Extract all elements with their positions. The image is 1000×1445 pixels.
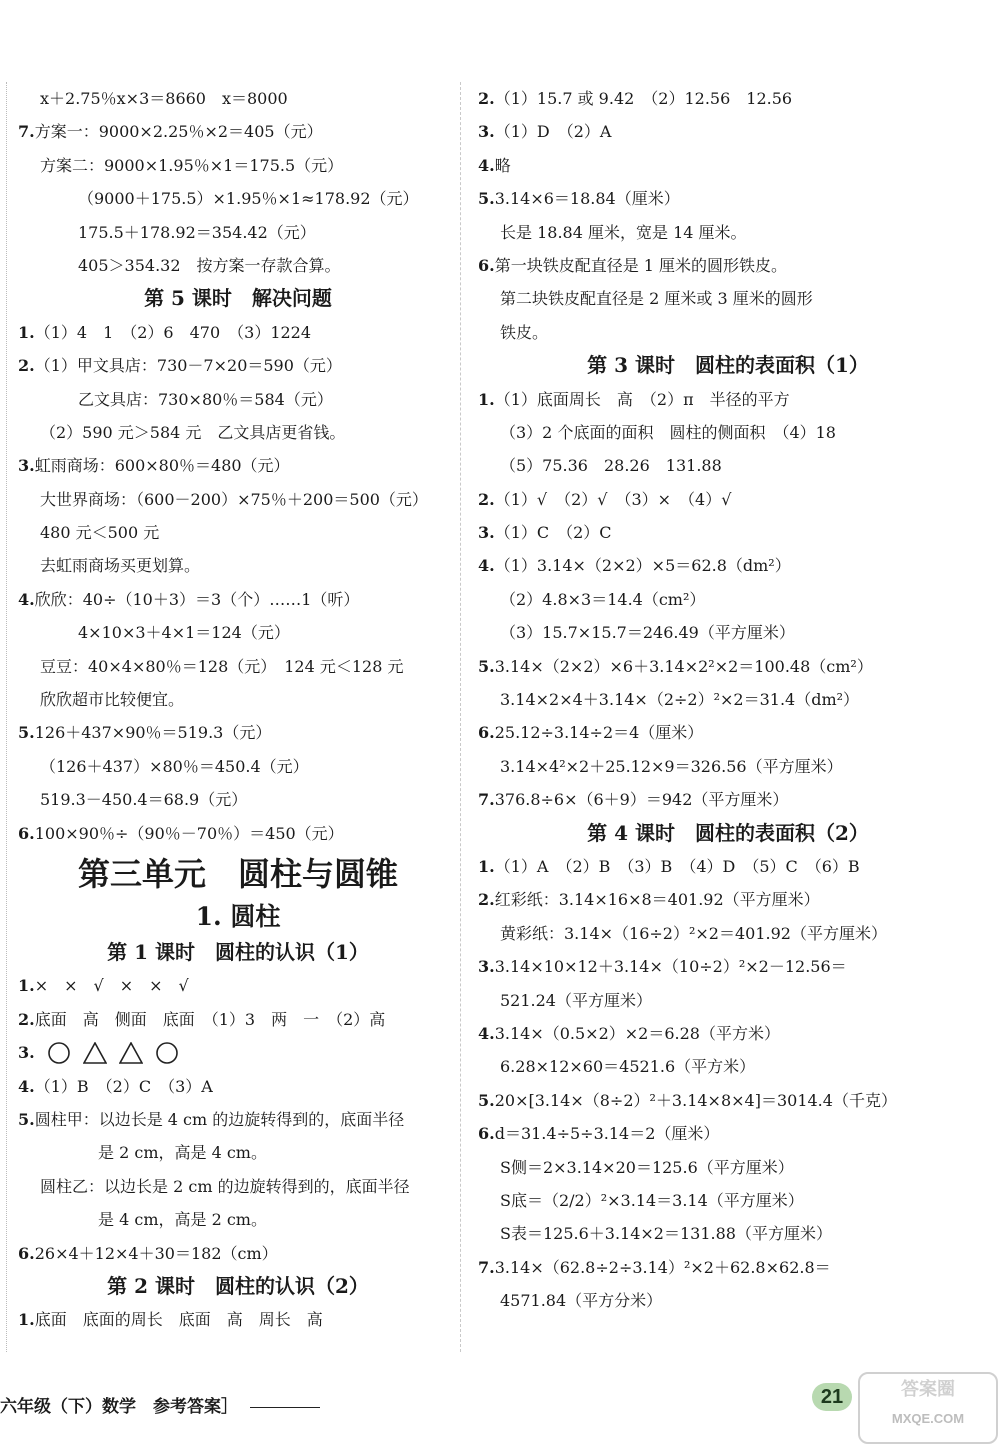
answer-continuation (478, 583, 978, 616)
watermark-title: 答案圈 (901, 1379, 955, 1399)
answer-line (478, 716, 978, 749)
left-column (18, 82, 458, 1337)
question-number: 5. (478, 656, 495, 676)
answer-line (478, 383, 978, 416)
answer-text: （1）4 1 （2）6 470 （3）1224 (34, 322, 312, 342)
answer-text: 虹雨商场：600×80％＝480（元） (34, 456, 290, 476)
answer-line (478, 783, 978, 816)
circle-icon (155, 1042, 179, 1064)
page-number: 21 (812, 1383, 852, 1411)
answer-text: × × √ × × √ (34, 976, 189, 996)
answer-text: 大世界商场：（600－200）×75％＋200＝500（元） (40, 489, 428, 509)
answer-text: （1）A （2）B （3）B （4）D （5）C （6）B (494, 856, 860, 876)
answer-text: 4×10×3＋4×1＝124（元） (78, 623, 290, 643)
answer-line (478, 115, 978, 148)
answer-text: 4571.84（平方分米） (500, 1291, 663, 1311)
lesson-heading: 第 3 课时 圆柱的表面积（1） (587, 353, 869, 378)
answer-line (478, 1017, 978, 1050)
answer-text: 3.14×6＝18.84（厘米） (494, 189, 680, 209)
question-number: 6. (18, 1243, 35, 1263)
answer-text: 红彩纸：3.14×16×8＝401.92（平方厘米） (494, 890, 820, 910)
answer-text: 黄彩纸：3.14×（16÷2）²×2＝401.92（平方厘米） (500, 923, 887, 943)
answer-continuation (18, 182, 458, 215)
answer-text: x＋2.75％x×3＝8660 x＝8000 (40, 89, 288, 108)
triangle-icon (83, 1042, 107, 1064)
answer-continuation (18, 82, 458, 115)
page-edge-line (6, 82, 7, 1352)
answer-continuation (478, 449, 978, 482)
answer-line (478, 950, 978, 983)
question-number: 3. (18, 456, 35, 476)
answer-line (478, 182, 978, 215)
answer-continuation (478, 750, 978, 783)
answer-continuation (478, 416, 978, 449)
watermark-url: MXQE.COM (891, 1411, 965, 1426)
answer-text: （9000＋175.5）×1.95％×1≈178.92（元） (78, 189, 419, 209)
answer-text: 圆柱乙：以边长是 2 cm 的边旋转得到的，底面半径 (40, 1176, 410, 1196)
answer-line (18, 1103, 458, 1136)
answer-line (478, 850, 978, 883)
answer-continuation (478, 1184, 978, 1217)
answer-line (478, 516, 978, 549)
answer-line (18, 969, 458, 1002)
answer-continuation (478, 316, 978, 349)
answer-text: 略 (494, 155, 511, 175)
unit-title: 第三单元 圆柱与圆锥 (77, 854, 398, 893)
right-column (478, 82, 978, 1317)
answer-continuation (18, 616, 458, 649)
question-number: 4. (478, 1023, 495, 1043)
answer-continuation (18, 383, 458, 416)
answer-text: （1）15.7 或 9.42 （2）12.56 12.56 (494, 89, 793, 108)
answer-line (478, 249, 978, 282)
question-number: 4. (18, 589, 35, 609)
question-number: 7. (478, 1257, 495, 1277)
answer-text: （2）590 元＞584 元 乙文具店更省钱。 (40, 422, 346, 442)
answer-continuation (478, 216, 978, 249)
answer-line (18, 583, 458, 616)
answer-text: 第一块铁皮配直径是 1 厘米的圆形铁皮。 (494, 255, 788, 275)
answer-text: （1）底面周长 高 （2）π 半径的平方 (494, 389, 790, 409)
answer-text: 3.14×2×4＋3.14×（2÷2）²×2＝31.4（dm²） (500, 690, 860, 710)
answer-continuation (18, 216, 458, 249)
answer-text: S底＝（2/2）²×3.14＝3.14（平方厘米） (500, 1190, 804, 1210)
answer-continuation (478, 1151, 978, 1184)
answer-text: （3）2 个底面的面积 圆柱的侧面积 （4）18 (500, 422, 836, 442)
question-number: 1. (18, 322, 35, 342)
answer-text: 3.14×4²×2＋25.12×9＝326.56（平方厘米） (500, 756, 843, 776)
answer-text: （1）甲文具店：730－7×20＝590（元） (34, 356, 342, 376)
answer-line (18, 1070, 458, 1103)
answer-text: 铁皮。 (500, 322, 549, 342)
answer-continuation (18, 683, 458, 716)
circle-icon (47, 1042, 71, 1064)
answer-text: （1）D （2）A (494, 122, 612, 142)
answer-text: 第二块铁皮配直径是 2 厘米或 3 厘米的圆形 (500, 289, 813, 309)
lesson-heading: 第 4 课时 圆柱的表面积（2） (587, 820, 869, 845)
answer-text: （1）C （2）C (494, 523, 612, 543)
answer-text: 20×[3.14×（8÷2）²＋3.14×8×4]＝3014.4（千克） (494, 1090, 897, 1110)
answer-text: （5）75.36 28.26 131.88 (500, 456, 722, 476)
answer-text: 底面 底面的周长 底面 高 周长 高 (34, 1310, 323, 1330)
answer-text: 欣欣超市比较便宜。 (40, 690, 185, 710)
answer-text: 去虹雨商场买更划算。 (40, 556, 201, 576)
answer-text: 长是 18.84 厘米，宽是 14 厘米。 (500, 222, 747, 242)
question-number: 5. (478, 189, 495, 209)
answer-text: 3.14×（62.8÷2÷3.14）²×2＋62.8×62.8＝ (494, 1257, 831, 1277)
footer-rule (250, 1407, 320, 1408)
answer-text: 519.3－450.4＝68.9（元） (40, 790, 248, 810)
answer-text: 126＋437×90％＝519.3（元） (34, 723, 272, 743)
section-title: 1. 圆柱 (195, 901, 281, 931)
answer-line (18, 316, 458, 349)
answer-text: 100×90％÷（90％－70％）＝450（元） (34, 823, 344, 843)
question-number: 2. (478, 89, 495, 108)
answer-continuation (478, 1050, 978, 1083)
answer-continuation (478, 616, 978, 649)
answer-line (478, 483, 978, 516)
answer-text: （2）4.8×3＝14.4（cm²） (500, 589, 706, 609)
answer-text: 376.8÷6×（6＋9）＝942（平方厘米） (494, 790, 789, 810)
question-number: 4. (18, 1076, 35, 1096)
question-number: 3. (478, 957, 495, 977)
lesson-heading: 第 2 课时 圆柱的认识（2） (107, 1273, 369, 1298)
answer-line (478, 82, 978, 115)
answer-continuation (478, 1284, 978, 1317)
answer-text: S表＝125.6＋3.14×2＝131.88（平方厘米） (500, 1224, 832, 1244)
answer-text: 是 2 cm，高是 4 cm。 (98, 1143, 267, 1163)
answer-continuation (18, 1136, 458, 1169)
question-number: 5. (18, 1109, 35, 1129)
column-divider (460, 82, 461, 1352)
question-number: 6. (478, 255, 495, 275)
question-number: 7. (18, 122, 35, 142)
answer-continuation (478, 917, 978, 950)
answer-line (18, 817, 458, 850)
answer-line (18, 349, 458, 382)
answer-line (18, 115, 458, 148)
answer-text: 乙文具店：730×80％＝584（元） (78, 389, 333, 409)
shapes-answer (18, 1036, 458, 1069)
answer-text: 方案一：9000×2.25％×2＝405（元） (34, 122, 323, 142)
question-number: 3. (18, 1043, 35, 1063)
answer-text: （1）3.14×（2×2）×5＝62.8（dm²） (494, 556, 791, 576)
answer-text: d＝31.4÷5÷3.14＝2（厘米） (494, 1124, 720, 1144)
answer-continuation (18, 249, 458, 282)
answer-text: 豆豆：40×4×80％＝128（元） 124 元＜128 元 (40, 656, 404, 676)
lesson-heading: 第 5 课时 解决问题 (144, 286, 332, 311)
answer-text: （1）√ （2）√ （3）× （4）√ (494, 489, 732, 509)
question-number: 5. (478, 1090, 495, 1110)
question-number: 2. (18, 356, 35, 376)
answer-continuation (18, 416, 458, 449)
answer-text: 3.14×10×12＋3.14×（10÷2）²×2－12.56＝ (494, 957, 847, 977)
answer-continuation (18, 750, 458, 783)
answer-text: 25.12÷3.14÷2＝4（厘米） (494, 723, 704, 743)
answer-text: 3.14×（2×2）×6＋3.14×2²×2＝100.48（cm²） (494, 656, 873, 676)
answer-text: 480 元＜500 元 (40, 523, 160, 543)
answer-text: 圆柱甲：以边长是 4 cm 的边旋转得到的，底面半径 (34, 1109, 405, 1129)
answer-text: 405＞354.32 按方案一存款合算。 (78, 255, 341, 275)
lesson-heading: 第 1 课时 圆柱的认识（1） (107, 939, 369, 964)
answer-continuation (18, 483, 458, 516)
answer-line (478, 549, 978, 582)
answer-line (478, 1117, 978, 1150)
answer-line (18, 1237, 458, 1270)
answer-text: 6.28×12×60＝4521.6（平方米） (500, 1057, 756, 1077)
question-number: 6. (478, 1124, 495, 1144)
question-number: 1. (18, 976, 35, 996)
answer-continuation (478, 683, 978, 716)
question-number: 7. (478, 790, 495, 810)
question-number: 1. (478, 389, 495, 409)
answer-line (478, 1251, 978, 1284)
footer-label (0, 1392, 320, 1417)
question-number: 4. (478, 556, 495, 576)
answer-text: 欣欣：40÷（10＋3）＝3（个）……1（听） (34, 589, 360, 609)
answer-continuation (18, 1170, 458, 1203)
question-number: 3. (478, 523, 495, 543)
question-number: 3. (478, 122, 495, 142)
answer-line (478, 1084, 978, 1117)
answer-line (18, 716, 458, 749)
question-number: 1. (478, 856, 495, 876)
question-number: 6. (478, 723, 495, 743)
answer-continuation (18, 149, 458, 182)
question-number: 6. (18, 823, 35, 843)
answer-text: 26×4＋12×4＋30＝182（cm） (34, 1243, 278, 1263)
answer-line (18, 1303, 458, 1336)
question-number: 1. (18, 1310, 35, 1330)
answer-continuation (478, 1217, 978, 1250)
answer-text: 底面 高 侧面 底面 （1）3 两 一 （2）高 (34, 1009, 386, 1029)
answer-continuation (18, 516, 458, 549)
triangle-icon (119, 1042, 143, 1064)
answer-line (478, 650, 978, 683)
question-number: 4. (478, 155, 495, 175)
answer-text: 方案二：9000×1.95％×1＝175.5（元） (40, 155, 344, 175)
question-number: 2. (478, 489, 495, 509)
answer-continuation (18, 549, 458, 582)
answer-text: （3）15.7×15.7＝246.49（平方厘米） (500, 623, 795, 643)
question-number: 2. (18, 1009, 35, 1029)
answer-line (18, 1003, 458, 1036)
footer-text: 六年级（下）数学 参考答案］ (0, 1397, 238, 1417)
watermark-logo (858, 1372, 998, 1444)
answer-text: 3.14×（0.5×2）×2＝6.28（平方米） (494, 1023, 780, 1043)
answer-text: 175.5＋178.92＝354.42（元） (78, 222, 316, 242)
question-number: 5. (18, 723, 35, 743)
answer-text: S侧＝2×3.14×20＝125.6（平方厘米） (500, 1157, 794, 1177)
answer-continuation (18, 783, 458, 816)
answer-continuation (478, 282, 978, 315)
answer-continuation (478, 984, 978, 1017)
answer-continuation (18, 650, 458, 683)
answer-text: 521.24（平方厘米） (500, 990, 652, 1010)
question-number: 2. (478, 890, 495, 910)
answer-text: （126＋437）×80％＝450.4（元） (40, 756, 309, 776)
answer-line (478, 149, 978, 182)
answer-continuation (18, 1203, 458, 1236)
answer-text: 是 4 cm，高是 2 cm。 (98, 1210, 267, 1230)
answer-line (478, 883, 978, 916)
answer-line (18, 449, 458, 482)
answer-text: （1）B （2）C （3）A (34, 1076, 213, 1096)
